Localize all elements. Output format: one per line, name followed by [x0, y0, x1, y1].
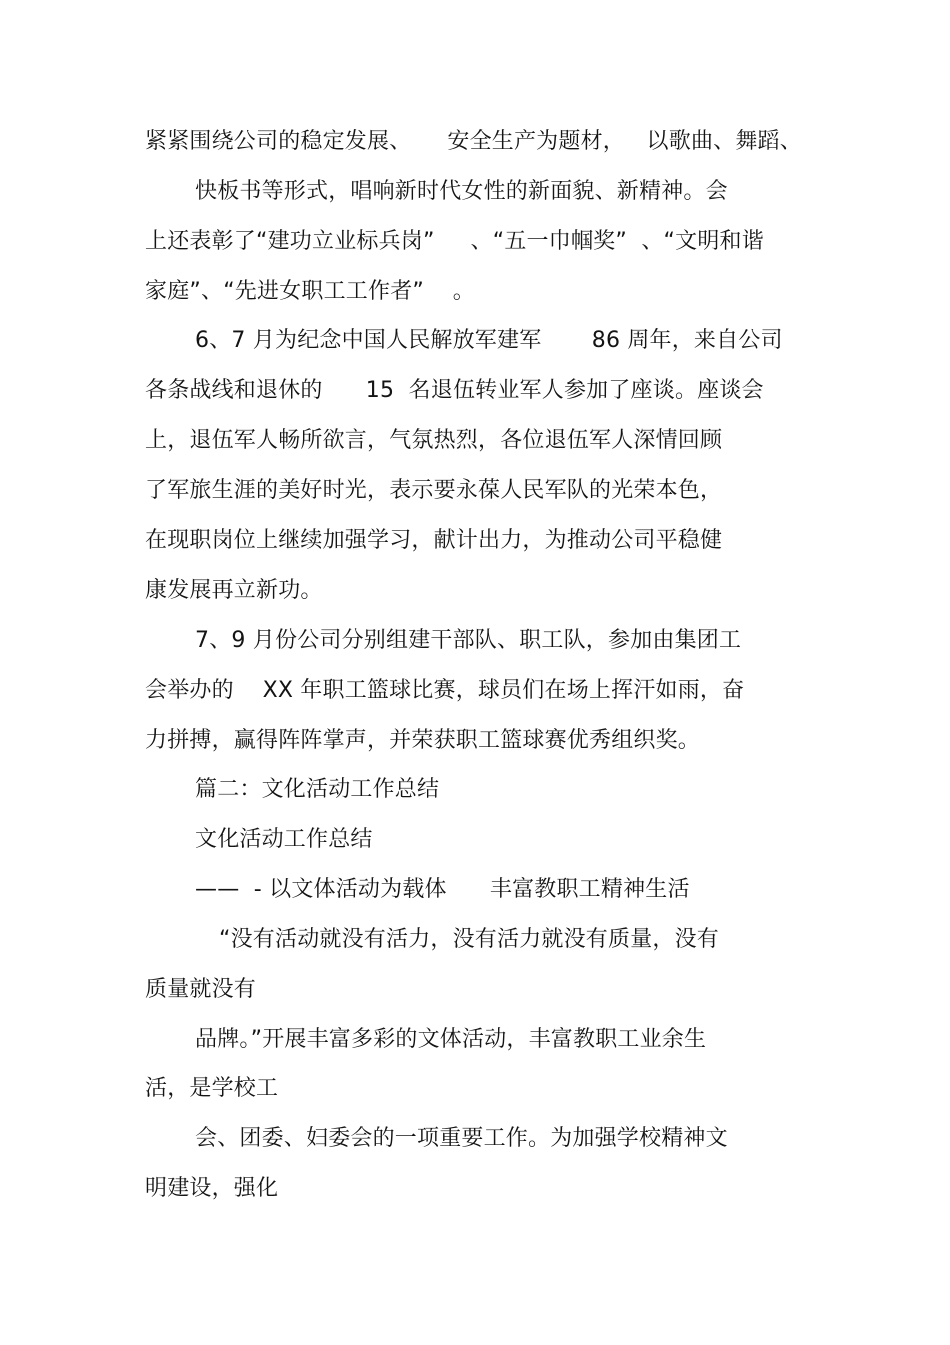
text-line-6: 各条战线和退休的 15 名退伍转业军人参加了座谈。座谈会: [145, 378, 764, 403]
text-line-9: 在现职岗位上继续加强学习，献计出力，为推动公司平稳健: [145, 528, 723, 553]
text-line-8: 了军旅生涯的美好时光，表示要永葆人民军队的光荣本色，: [145, 478, 723, 503]
text-line-11: 7、9 月份公司分别组建干部队、职工队，参加由集团工: [195, 628, 742, 653]
text-line-19: 品牌。”开展丰富多彩的文体活动，丰富教职工业余生: [195, 1027, 707, 1052]
text-line-2: 快板书等形式，唱响新时代女性的新面貌、新精神。会: [195, 179, 728, 204]
text-line-7: 上，退伍军人畅所欲言，气氛热烈，各位退伍军人深情回顾: [145, 428, 723, 453]
text-line-18: 质量就没有: [145, 977, 257, 1002]
text-line-3: 上还表彰了“建功立业标兵岗” 、“五一巾帼奖” 、“文明和谐: [145, 229, 764, 254]
text-line-5: 6、7 月为纪念中国人民解放军建军 86 周年，来自公司: [195, 328, 783, 353]
text-line-22: 明建设，强化: [145, 1176, 279, 1201]
text-line-21: 会、团委、妇委会的一项重要工作。为加强学校精神文: [195, 1126, 728, 1151]
document-subtitle: —— - 以文体活动为载体 丰富教职工精神生活: [195, 877, 690, 902]
text-line-4: 家庭”、“先进女职工工作者” 。: [145, 279, 475, 304]
text-line-12: 会举办的 XX 年职工篮球比赛，球员们在场上挥汗如雨，奋: [145, 678, 745, 703]
text-line-10: 康发展再立新功。: [145, 578, 323, 603]
text-line-13: 力拼搏，赢得阵阵掌声，并荣获职工篮球赛优秀组织奖。: [145, 728, 701, 753]
section-heading: 篇二：文化活动工作总结: [195, 777, 440, 802]
text-line-20: 活，是学校工: [145, 1076, 279, 1101]
document-title: 文化活动工作总结: [195, 827, 373, 852]
text-line-1: 紧紧围绕公司的稳定发展、 安全生产为题材， 以歌曲、舞蹈、: [145, 129, 802, 154]
text-line-17: “没有活动就没有活力，没有活力就没有质量，没有: [219, 927, 719, 952]
